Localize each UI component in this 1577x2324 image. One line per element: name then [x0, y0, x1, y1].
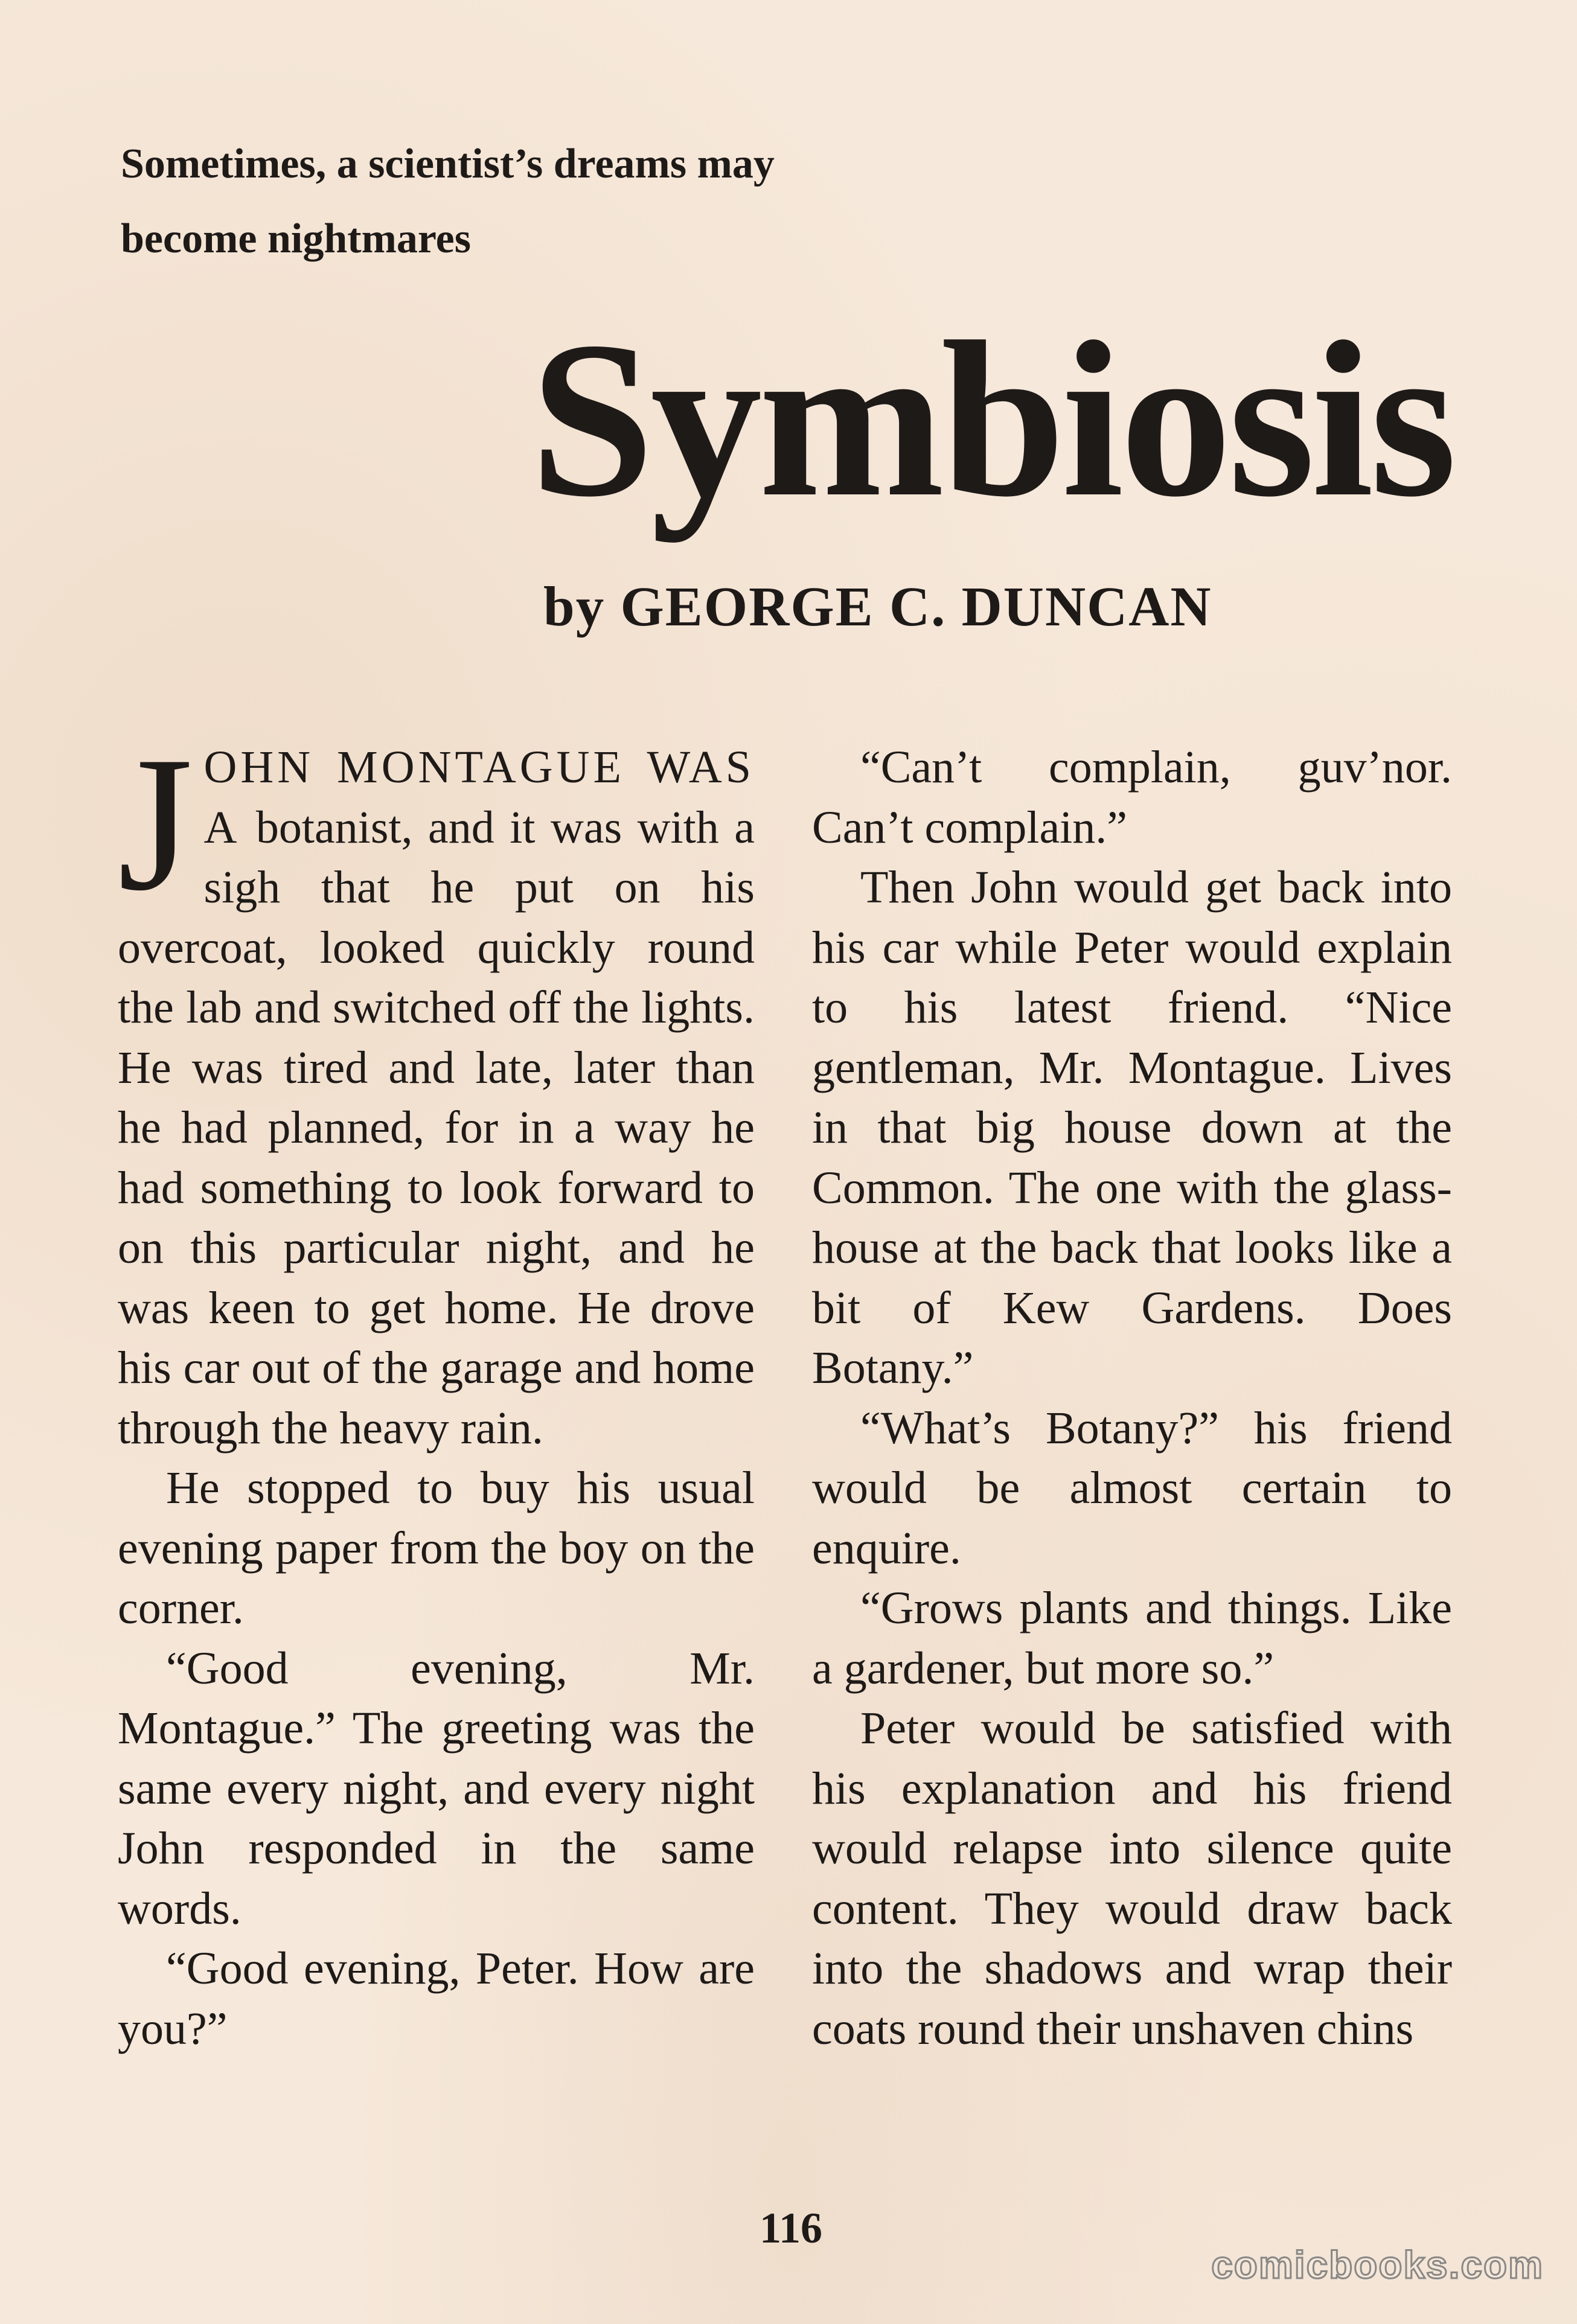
story-title: Symbiosis — [529, 296, 1453, 543]
page-number: 116 — [759, 2204, 823, 2252]
paragraph-2: He stopped to buy his usual evening paper from the boy on the corner. — [118, 1463, 755, 1633]
paragraph-8: “Grows plants and things. Like a gardener, but more so.” — [812, 1583, 1452, 1694]
paragraph-4: “Good evening, Peter. How are you?” — [118, 1943, 755, 2054]
drop-cap: J — [118, 717, 193, 931]
opening-small-caps: OHN MONTAGUE WAS A — [203, 742, 755, 853]
tagline-line-1: Sometimes, a scientist’s dreams may — [121, 141, 775, 187]
right-column — [812, 738, 1452, 2059]
paragraph-7: “What’s Botany?” his friend would be almost certain to enquire. — [812, 1402, 1452, 1574]
paragraph-1-text: botanist, and it was with a sigh that he put on his overcoat, looked quickly round the lab and switched off the lights. He was tired and late, later than he had planned, for in a way he had something to look forward to on this particular night, and he was keen to get home. He drove his car out of the garage and home through the heavy rain. — [118, 802, 755, 1454]
tagline-line-2: become nightmares — [121, 215, 471, 262]
paragraph-6: Then John would get back into his car while Peter would explain to his latest friend. “Nice gentleman, Mr. Montague. Lives in that big house down at the Common. The one with the glass-house at the back that looks like a bit of Kew Gardens. Does Botany.” — [812, 862, 1452, 1393]
paragraph-3: “Good evening, Mr. Montague.” The greeting was the same every night, and every night John responded in the same words. — [118, 1642, 755, 1934]
paragraph-5: “Can’t complain, guv’nor. Can’t complain.” — [812, 742, 1452, 853]
author-byline: by GEORGE C. DUNCAN — [543, 576, 1212, 638]
paragraph-1 — [118, 717, 755, 1458]
left-column — [118, 717, 755, 2059]
paragraph-9: Peter would be satisfied with his explanation and his friend would relapse into silence quite content. They would draw back into the shadows and wrap their coats round their unshaven chins — [812, 1703, 1452, 2054]
story-tagline — [121, 127, 966, 276]
site-watermark: comicbooks.com — [1211, 2243, 1544, 2287]
